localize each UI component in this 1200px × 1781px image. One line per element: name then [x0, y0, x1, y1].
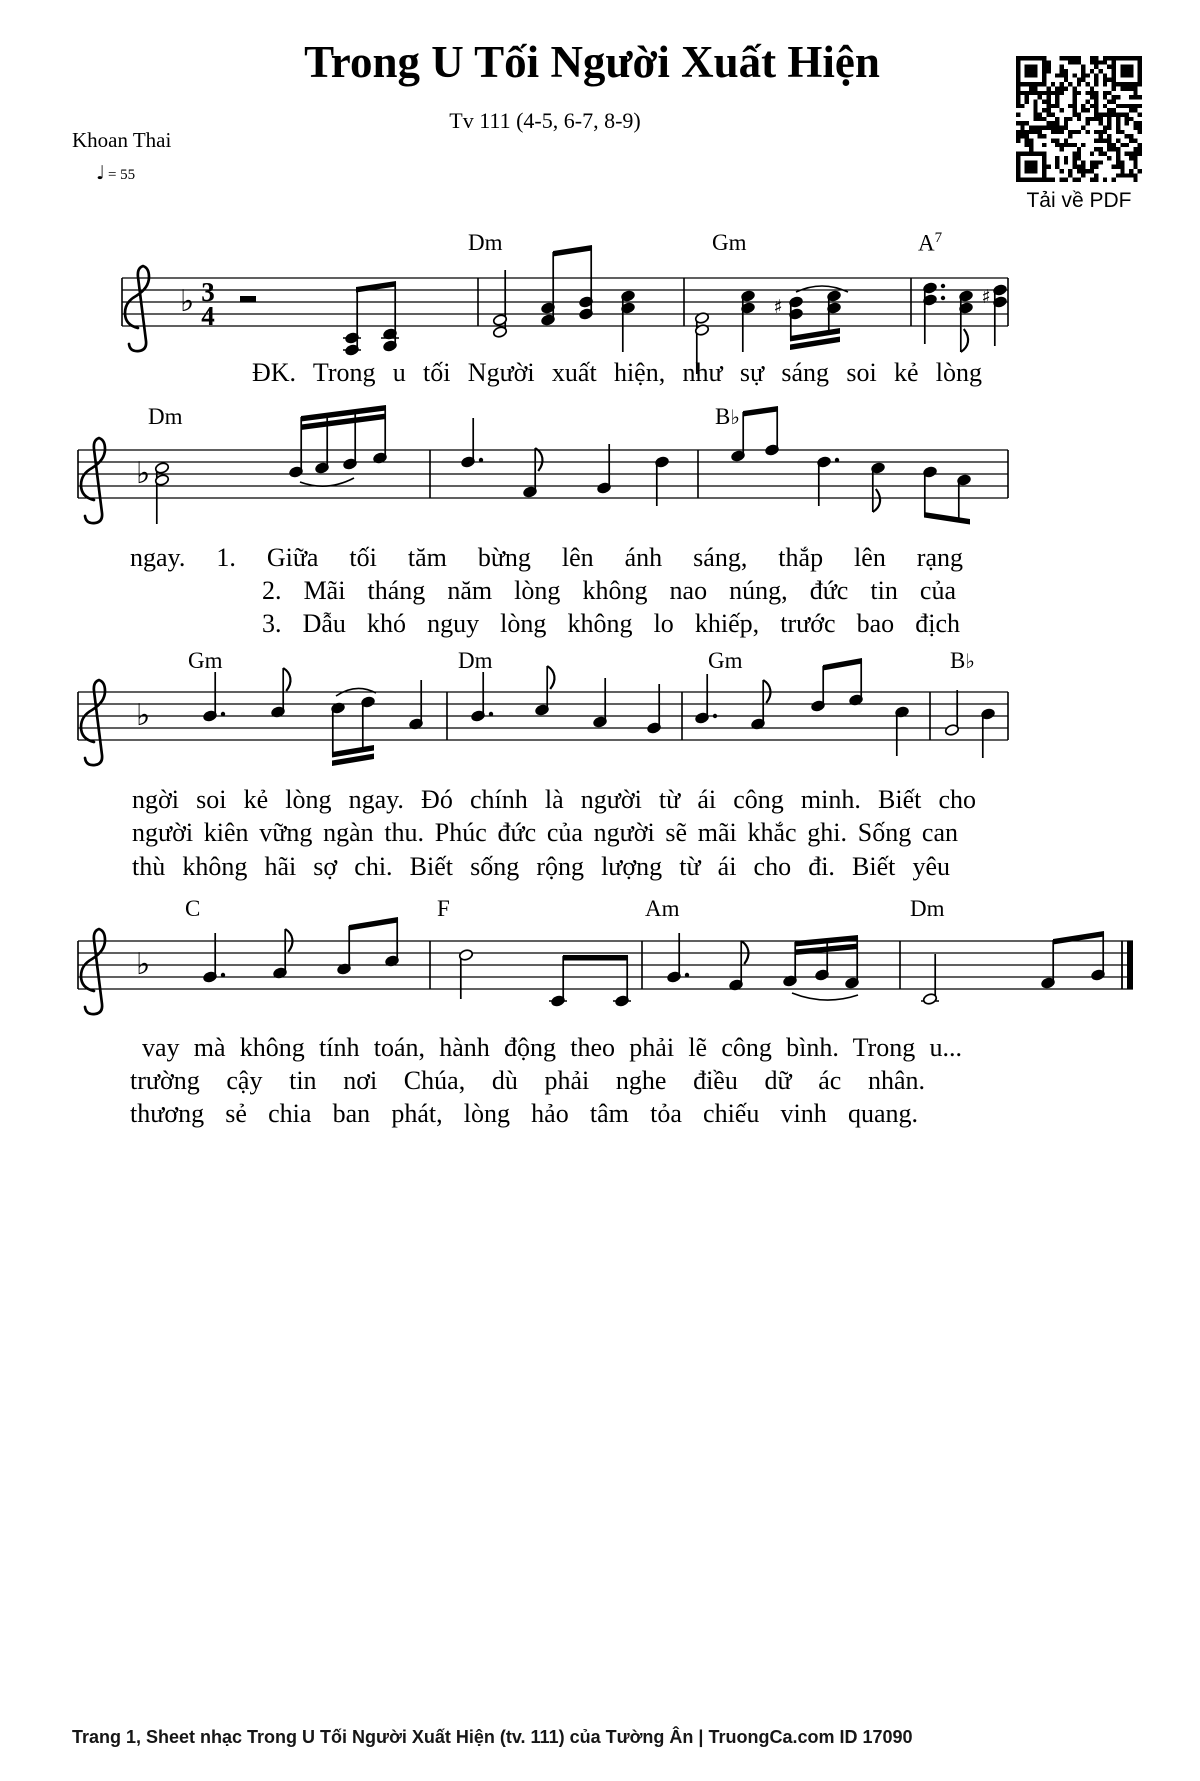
chord-label: Am: [645, 896, 680, 921]
chord-label: $A^7$: [918, 230, 943, 256]
treble-clef-icon: [81, 929, 105, 1014]
lyric-line: ĐK. Trong u tối Người xuất hiện, như sự sáng soi kẻ lòng: [252, 358, 982, 387]
lyric-line: ngay. 1. Giữa tối tăm bừng lên ánh sáng, thắp lên rạng: [130, 543, 963, 572]
lyric-line: thù không hãi sợ chi. Biết sống rộng lượng từ ái cho đi. Biết yêu: [132, 852, 950, 881]
flat-sign-icon: ♭: [136, 698, 151, 733]
chord-label: Gm: [188, 648, 223, 673]
chord-label: Dm: [910, 896, 945, 921]
flat-sign-icon: ♭: [730, 405, 740, 429]
music-system: [122, 245, 1008, 374]
half-rest-icon: [240, 296, 256, 302]
chord-label: Dm: [458, 648, 493, 673]
chord-label: B♭: [950, 648, 975, 673]
flat-sign-icon: ♭: [965, 649, 975, 673]
footer-caption: Trang 1, Sheet nhạc Trong U Tối Người Xuất Hiện (tv. 111) của Tường Ân | TruongCa.com ID 17090: [72, 1727, 913, 1747]
tie-arc: [792, 993, 858, 1000]
quarter-note-icon: ♩: [96, 162, 105, 184]
tie-arc: [300, 478, 354, 486]
chord-label: B♭: [715, 404, 740, 429]
tie-arc: [796, 286, 848, 292]
lyric-line: vay mà không tính toán, hành động theo phải lẽ công bình. Trong u...: [142, 1033, 962, 1062]
metronome-value: = 55: [107, 167, 136, 183]
lyric-line: người kiên vững ngàn thu. Phúc đức của người sẽ mãi khắc ghi. Sống can: [132, 818, 958, 847]
chord-label: Gm: [712, 230, 747, 255]
time-sig-denominator: 4: [201, 301, 215, 331]
chord-label: F: [437, 896, 450, 921]
treble-clef-icon: [125, 266, 149, 351]
page-title: Trong U Tối Người Xuất Hiện: [304, 37, 880, 87]
music-system: [78, 658, 1008, 766]
chord-label: Dm: [468, 230, 503, 255]
time-sig-numerator: 3: [201, 277, 215, 307]
treble-clef-icon: [81, 680, 105, 765]
flat-sign-icon: ♭: [180, 284, 195, 319]
download-pdf-label[interactable]: Tải về PDF: [1026, 189, 1132, 212]
lyric-line: thương sẻ chia ban phát, lòng hảo tâm tỏa chiếu vinh quang.: [130, 1099, 918, 1128]
chord-label: Gm: [708, 648, 743, 673]
flat-sign-icon: ♭: [136, 947, 151, 982]
sharp-sign-icon: ♯: [981, 286, 991, 308]
music-system: [78, 917, 1133, 1014]
lyric-line: 2. Mãi tháng năm lòng không nao núng, đức tin của: [262, 576, 956, 605]
chord-label: C: [185, 896, 201, 921]
lyric-line: trường cậy tin nơi Chúa, dù phải nghe điều dữ ác nhân.: [130, 1066, 925, 1095]
flat-sign-icon: ♭: [136, 456, 151, 491]
treble-clef-icon: [81, 438, 105, 523]
music-system: [78, 405, 1008, 525]
chord-label: Dm: [148, 404, 183, 429]
lyric-line: 3. Dẫu khó nguy lòng không lo khiếp, trước bao địch: [262, 609, 960, 638]
sharp-sign-icon: ♯: [773, 296, 783, 318]
page-subtitle: Tv 111 (4-5, 6-7, 8-9): [449, 108, 641, 133]
tempo-label: Khoan Thai: [72, 128, 172, 152]
lyric-line: ngời soi kẻ lòng ngay. Đó chính là người từ ái công minh. Biết cho: [132, 785, 976, 814]
